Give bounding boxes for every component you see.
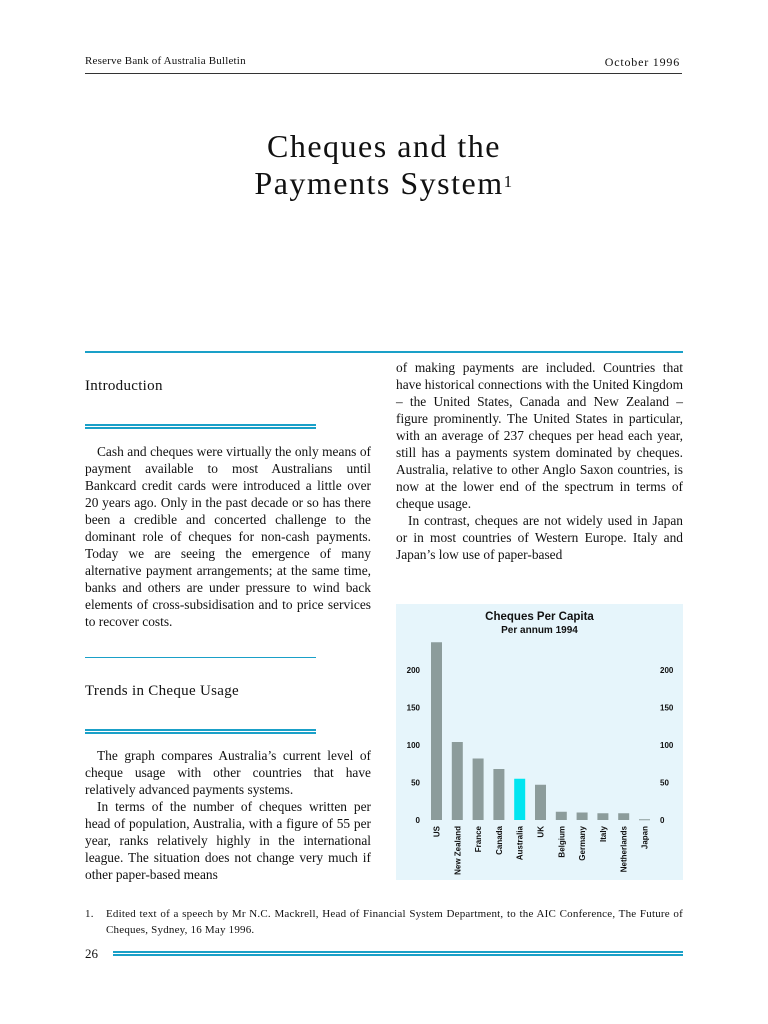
section-rule-trends <box>85 657 316 658</box>
y-tick-label-left: 150 <box>406 703 420 713</box>
heading-rule-trends <box>85 729 316 734</box>
chart-title: Cheques Per Capita <box>485 611 594 623</box>
trends-paragraph: The graph compares Australia’s current level of cheque usage with other countries that have relatively advanced payments systems. <box>85 748 371 797</box>
page-number: 26 <box>85 946 98 961</box>
trends-body <box>85 747 371 883</box>
heading-introduction: Introduction <box>85 378 163 394</box>
title-line-2 <box>0 165 768 202</box>
footnote-text: Edited text of a speech by Mr N.C. Mackrell, Head of Financial System Department, to the AIC Conference, The Future of Cheques, Sydney, 16 May 1996. <box>106 908 683 936</box>
chart-subtitle: Per annum 1994 <box>501 625 578 636</box>
bar-canada <box>493 769 504 820</box>
x-tick-label: Japan <box>640 826 650 850</box>
title-line-2-text: Payments System <box>254 165 504 201</box>
bar-japan <box>639 819 650 820</box>
title-footnote-ref: 1 <box>503 172 514 191</box>
article-title <box>0 128 768 202</box>
x-tick-label: Germany <box>578 826 588 861</box>
x-tick-label: US <box>432 826 442 838</box>
y-tick-label-right: 50 <box>660 778 669 788</box>
running-header-date: October 1996 <box>604 55 680 69</box>
x-tick-label: France <box>474 826 484 853</box>
heading-trends: Trends in Cheque Usage <box>85 683 239 699</box>
heading-rule-introduction <box>85 424 316 429</box>
x-tick-label: Netherlands <box>619 826 629 873</box>
introduction-paragraph: Cash and cheques were virtually the only means of payment available to most Australians until Bankcard credit cards were introduced a little over 20 years ago. Only in the past decade or so has there been a credible and concerted challenge to the dominant role of cheques for non-cash payments. Today we are seeing the emergence of many alternative payment arrangements; at the same time, banks and others are under pressure to wind back elements of cross-subsidisation and to price services to recover costs. <box>85 444 371 629</box>
section-top-rule <box>85 351 683 353</box>
x-tick-label: Australia <box>515 826 525 861</box>
y-tick-label-right: 100 <box>660 741 674 750</box>
right-column-paragraph: of making payments are included. Countries that have historical connections with the United Kingdom – the United States, Canada and New Zealand – figure prominently. The United States in particular, with an average of 237 cheques per head each year, still has a payments system dominated by cheques. Australia, relative to other Anglo Saxon countries, is now at the lower end of the spectrum in terms of cheque usage. <box>396 360 683 511</box>
y-tick-label-right: 150 <box>660 703 674 713</box>
x-tick-label: UK <box>536 826 546 838</box>
cheques-per-capita-chart <box>396 604 683 880</box>
x-tick-label: Canada <box>494 826 504 855</box>
trends-paragraph: In terms of the number of cheques written per head of population, Australia, with a figure of 55 per year, ranks relatively highly in the international league. The situation does not change very much if other paper-based means <box>85 799 371 882</box>
bar-italy <box>597 813 608 820</box>
right-column-body <box>396 359 683 563</box>
y-tick-label-left: 200 <box>406 666 420 675</box>
y-tick-label-left: 50 <box>411 778 420 788</box>
footer-rule <box>113 951 683 956</box>
header-rule <box>85 73 682 74</box>
footnote <box>85 906 683 938</box>
bar-netherlands <box>618 813 629 820</box>
bar-australia <box>514 779 525 820</box>
right-column-paragraph: In contrast, cheques are not widely used in Japan or in most countries of Western Europe. Italy and Japan’s low use of paper-based <box>396 513 683 562</box>
title-line-1: Cheques and the <box>267 128 501 164</box>
running-header-publication: Reserve Bank of Australia Bulletin <box>85 55 246 67</box>
bar-germany <box>577 813 588 821</box>
x-tick-label: Italy <box>598 826 608 843</box>
y-tick-label-left: 100 <box>406 741 420 750</box>
bar-us <box>431 642 442 820</box>
chart-svg <box>396 604 683 880</box>
introduction-body <box>85 443 371 630</box>
y-tick-label-left: 0 <box>415 816 420 825</box>
footnote-number: 1. <box>85 908 94 920</box>
y-tick-label-right: 0 <box>660 816 665 825</box>
y-tick-label-right: 200 <box>660 666 674 675</box>
bar-belgium <box>556 812 567 820</box>
bar-new-zealand <box>452 742 463 820</box>
x-tick-label: New Zealand <box>453 826 463 875</box>
bar-france <box>473 759 484 821</box>
bar-uk <box>535 785 546 820</box>
x-tick-label: Belgium <box>557 826 567 858</box>
